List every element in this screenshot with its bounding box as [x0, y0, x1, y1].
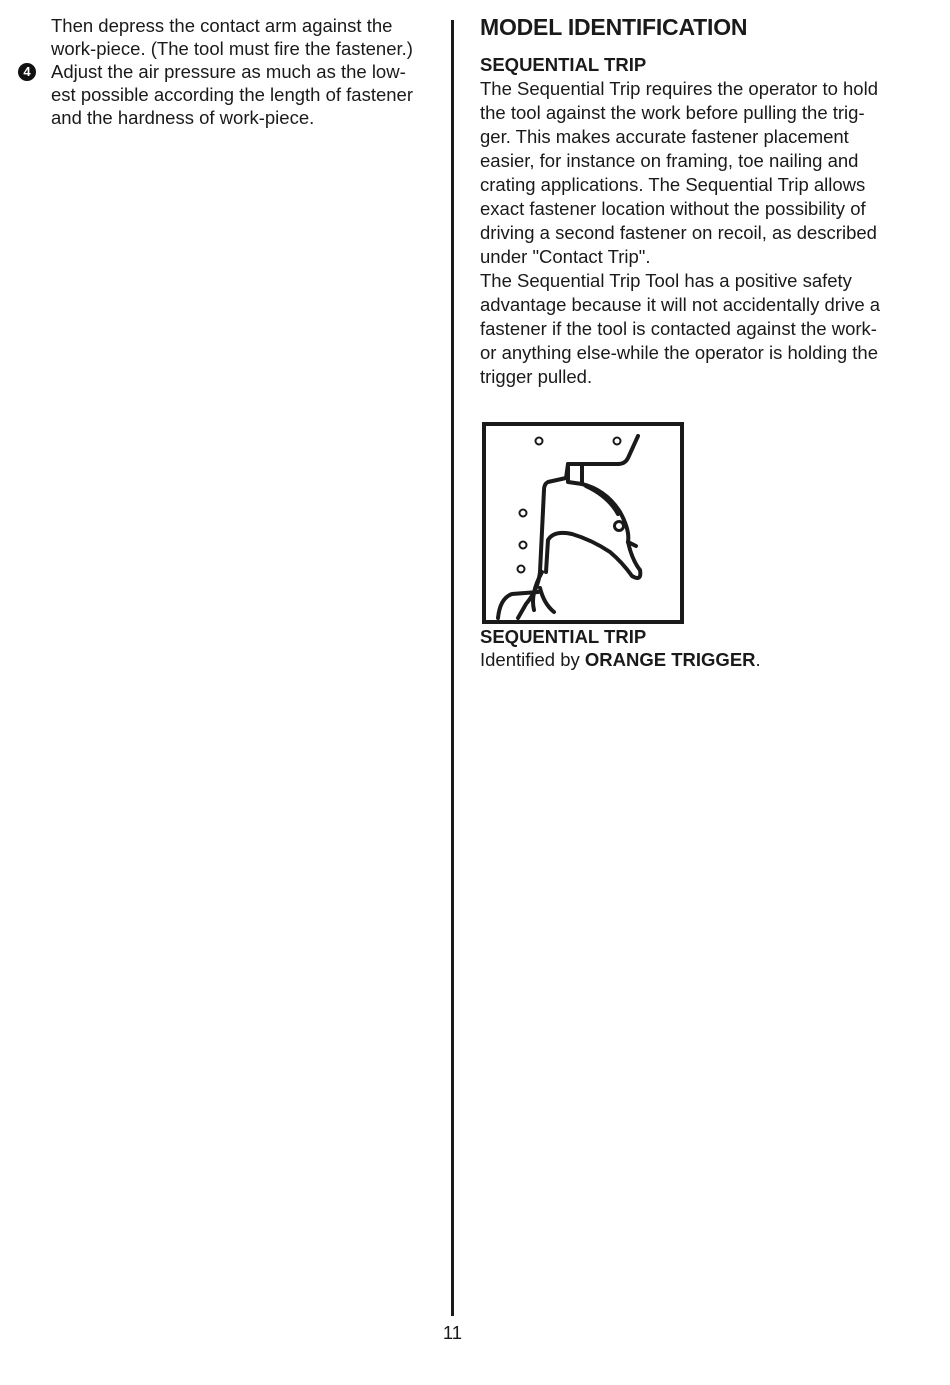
paragraph-line: the tool against the work before pulling the trig- [480, 102, 865, 123]
paragraph-line: advantage because it will not accidentally drive a [480, 294, 881, 315]
paragraph-line: The Sequential Trip Tool has a positive safety [480, 270, 852, 291]
subheading: SEQUENTIAL TRIP [480, 54, 647, 75]
paragraph-line: The Sequential Trip requires the operator to hold [480, 78, 878, 99]
instruction-line: and the hardness of work-piece. [51, 107, 315, 128]
instruction-line: Then depress the contact arm against the [51, 15, 393, 36]
paragraph-line: driving a second fastener on recoil, as described [480, 222, 877, 243]
paragraph-line: crating applications. The Sequential Trip allows [480, 174, 866, 195]
paragraph-line: exact fastener location without the possibility of [480, 198, 866, 219]
paragraph-line: under "Contact Trip". [480, 246, 651, 267]
paragraph-line: fastener if the tool is contacted against the work- [480, 318, 877, 339]
section-title: MODEL IDENTIFICATION [480, 14, 748, 40]
column-divider [451, 20, 454, 1316]
paragraph-line: or anything else-while the operator is holding the [480, 342, 878, 363]
figure-caption [480, 649, 761, 671]
caption-prefix: Identified by [480, 649, 585, 670]
paragraph-line: trigger pulled. [480, 366, 593, 387]
caption-emphasis: ORANGE TRIGGER [584, 649, 756, 670]
sequential-trip-trigger-illustration-icon [482, 422, 684, 624]
figure-caption-heading: SEQUENTIAL TRIP [480, 626, 647, 647]
paragraph-line: ger. This makes accurate fastener placement [480, 126, 849, 147]
instruction-line: work-piece. (The tool must fire the fastener.) [51, 38, 413, 59]
instruction-line: est possible according the length of fastener [51, 84, 414, 105]
page-number: 11 [442, 1322, 463, 1343]
caption-suffix: . [755, 649, 761, 670]
paragraph-line: easier, for instance on framing, toe nailing and [480, 150, 859, 171]
step-number-badge: 4 [18, 63, 36, 81]
instruction-line: Adjust the air pressure as much as the low- [51, 61, 406, 82]
